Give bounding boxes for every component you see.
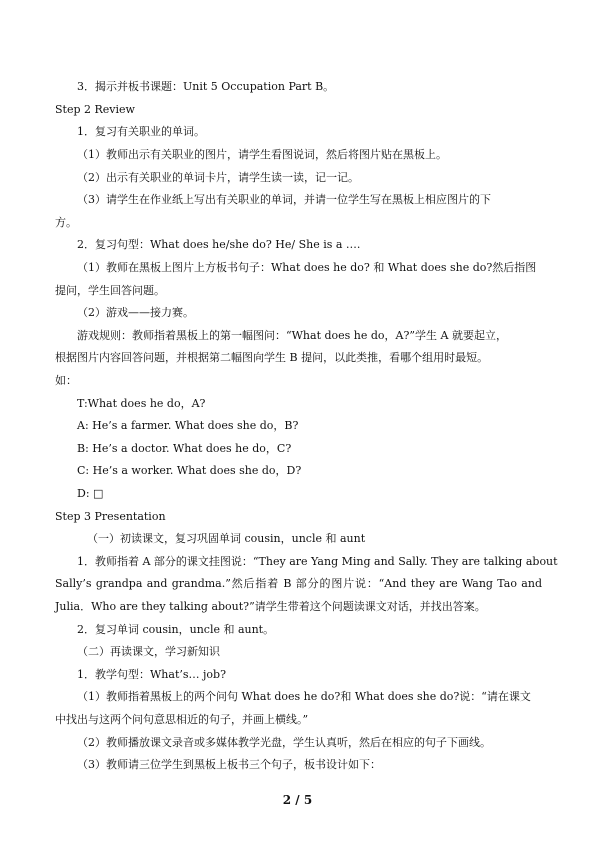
text-line: 根据图片内容回答问题，并根据第二幅图向学生 B 提问，以此类推，看哪个组用时最短。 [55, 351, 489, 364]
text-line: （1）教师指着黑板上的两个问句 What does he do?和 What does she do?说：“请在课文 [77, 690, 531, 703]
text-line: 1．教学句型：What’s… job? [77, 668, 226, 681]
section-heading: Step 3 Presentation [55, 510, 166, 523]
text-line: （2）游戏——接力赛。 [77, 306, 194, 319]
text-line: 游戏规则：教师指着黑板上的第一幅图问：“What does he do，A?”学生 A 就要起立， [77, 329, 507, 342]
text-line: 如： [55, 374, 77, 387]
text-line: Julia．Who are they talking about?”请学生带着这个问题读课文对话，并找出答案。 [55, 600, 486, 613]
text-line: 3．揭示并板书课题：Unit 5 Occupation Part B。 [77, 80, 335, 93]
text-line: 方。 [55, 216, 77, 229]
dialogue-line: T:What does he do，A? [77, 397, 206, 410]
dialogue-line: D: □ [77, 487, 104, 500]
dialogue-line: A: He’s a farmer. What does she do，B? [77, 419, 299, 432]
text-line: （1）教师出示有关职业的图片，请学生看图说词，然后将图片贴在黑板上。 [77, 148, 447, 161]
section-heading: Step 2 Review [55, 103, 135, 116]
text-line: （2）出示有关职业的单词卡片，请学生读一读，记一记。 [77, 171, 359, 184]
text-line: 提问，学生回答问题。 [55, 284, 165, 297]
page-number: 2 / 5 [282, 793, 313, 807]
text-line: 2．复习单词 cousin，uncle 和 aunt。 [77, 623, 275, 636]
text-line: （2）教师播放课文录音或多媒体教学光盘，学生认真听，然后在相应的句子下画线。 [77, 736, 491, 749]
text-line: 1．教师指着 A 部分的课文挂图说：“They are Yang Ming and Sally. They are talking about [77, 555, 558, 568]
text-line: 1．复习有关职业的单词。 [77, 125, 205, 138]
text-line: （3）教师请三位学生到黑板上板书三个句子，板书设计如下： [77, 758, 381, 771]
text-line: （3）请学生在作业纸上写出有关职业的单词，并请一位学生写在黑板上相应图片的下 [77, 193, 491, 206]
dialogue-line: C: He’s a worker. What does she do，D? [77, 464, 302, 477]
text-line: Sally’s grandpa and grandma.”然后指着 B 部分的图片说：“And they are Wang Tao and [55, 577, 542, 590]
text-line: 2．复习句型：What does he/she do? He/ She is a …. [77, 238, 361, 251]
text-line: （二）再读课文，学习新知识 [77, 645, 220, 658]
text-line: （1）教师在黑板上图片上方板书句子：What does he do? 和 What does she do?然后指图 [77, 261, 537, 274]
text-line: （一）初读课文，复习巩固单词 cousin，uncle 和 aunt [87, 532, 366, 545]
text-line: 中找出与这两个问句意思相近的句子，并画上横线。” [55, 713, 309, 726]
dialogue-line: B: He’s a doctor. What does he do，C? [77, 442, 292, 455]
